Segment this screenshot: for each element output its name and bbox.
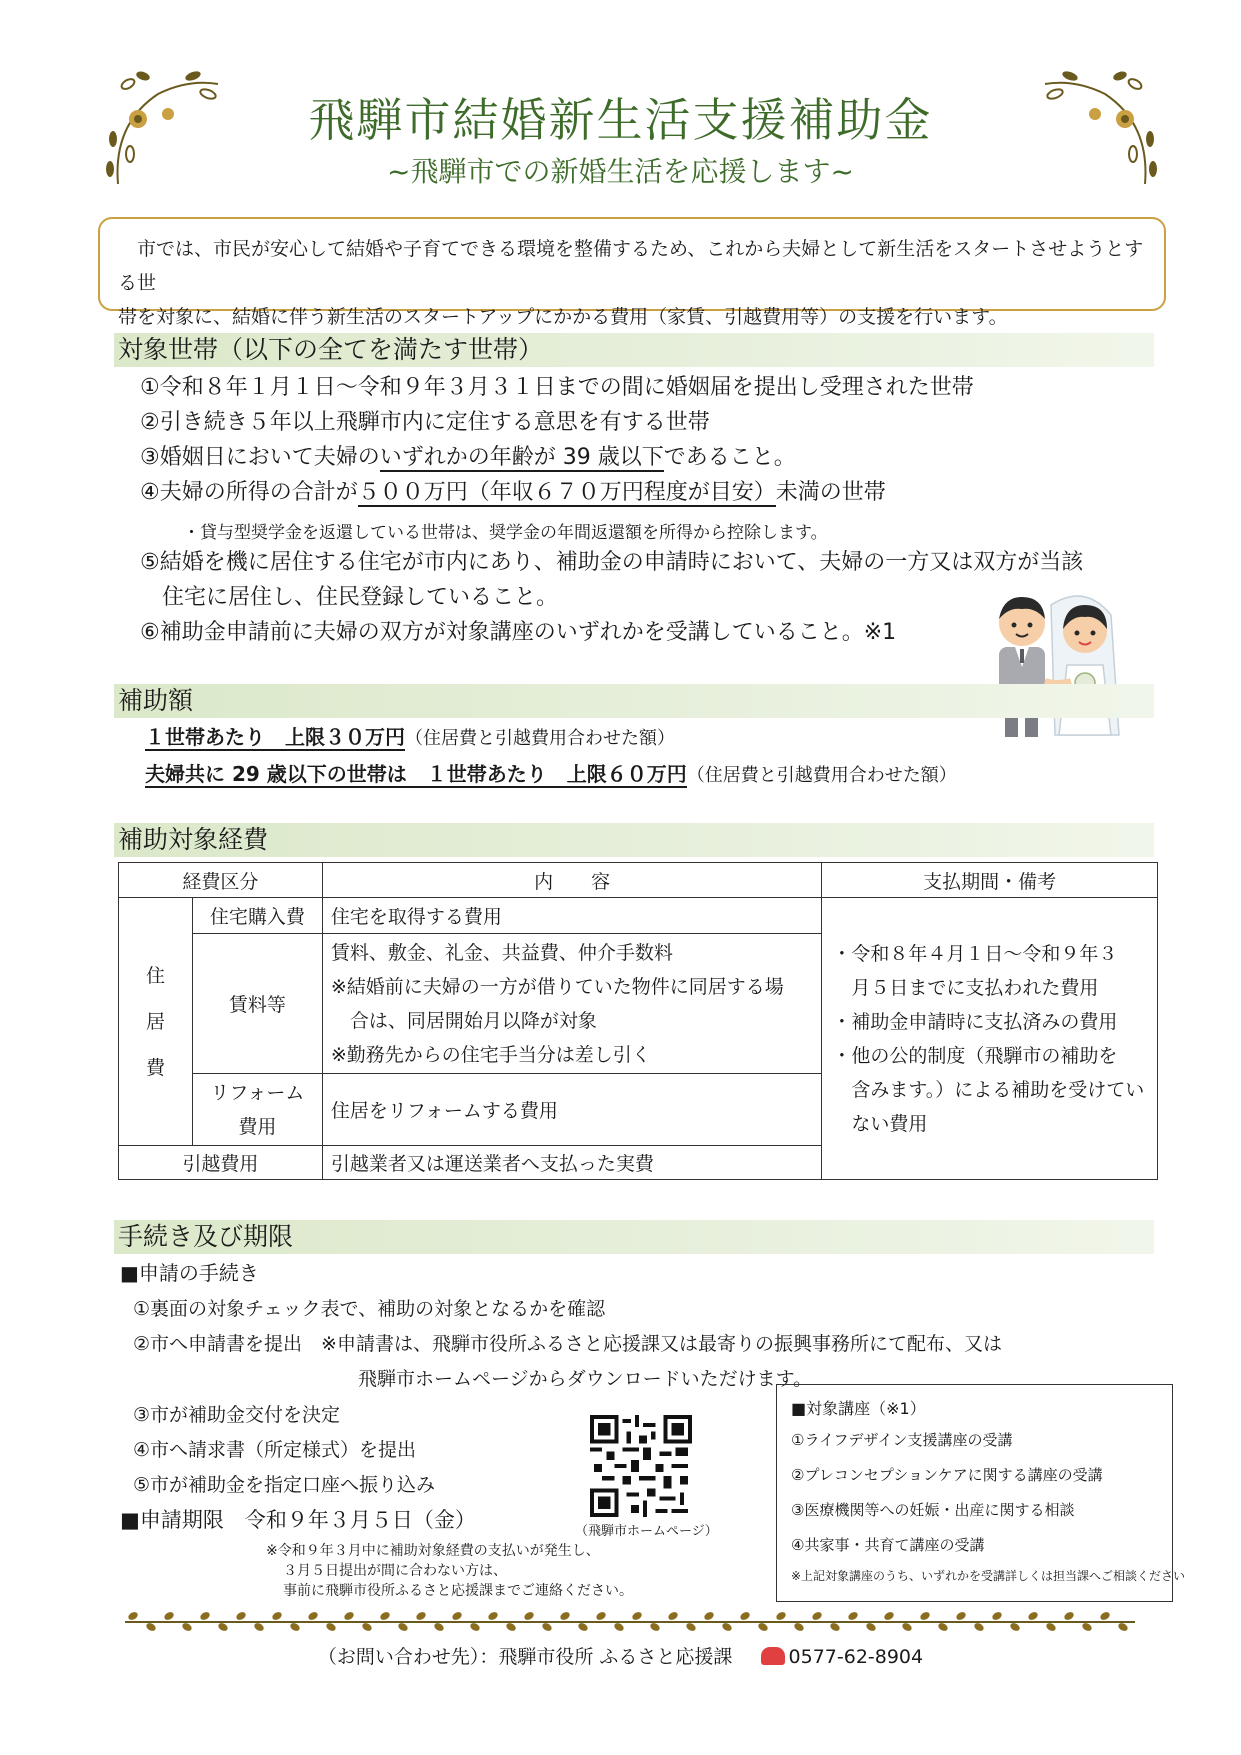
eligibility-item-6: ⑥補助金申請前に夫婦の双方が対象講座のいずれかを受講していること。※1 <box>140 620 897 645</box>
eligibility-item-3-post: であること。 <box>663 445 796 470</box>
period-note-3: ・補助金申請時に支払済みの費用 <box>832 1010 1118 1033</box>
vine-leaf <box>613 1621 625 1632</box>
expenses-table <box>118 862 1158 1180</box>
eligibility-item-4-post: 未満の世帯 <box>775 480 886 505</box>
deadline-note-1: ※令和９年３月中に補助対象経費の支払いが発生し、 <box>266 1543 600 1559</box>
row-reform-name-2: 費用 <box>238 1115 277 1138</box>
intro-line-2: 帯を対象に、結婚に伴う新生活のスタートアップにかかる費用（家賃、引越費用等）の支援を行います。 <box>118 306 1008 328</box>
vine-leaf <box>811 1610 823 1621</box>
vine-leaf <box>577 1621 589 1632</box>
eligibility-item-5b: 住宅に居住し、住民登録していること。 <box>162 585 559 610</box>
amount-line-1-value: １世帯あたり 上限３０万円 <box>145 725 405 749</box>
row-purchase-desc: 住宅を取得する費用 <box>322 898 821 934</box>
vine-leaf <box>433 1621 445 1632</box>
row-rent-desc-4: ※勤務先からの住宅手当分は差し引く <box>330 1043 651 1066</box>
procedure-heading: 手続き及び期限 <box>114 1220 1154 1254</box>
vine-leaf <box>1081 1621 1093 1632</box>
vine-leaf <box>973 1621 985 1632</box>
deadline-note-2: ３月５日提出が間に合わない方は、 <box>283 1563 507 1579</box>
amount-line-2-value: 夫婦共に 29 歳以下の世帯は １世帯あたり 上限６０万円 <box>145 762 687 786</box>
vine-leaf <box>199 1610 211 1621</box>
intro-line-1: 市では、市民が安心して結婚や子育てできる環境を整備するため、これから夫婦として新生活をスタートさせようとする世 <box>118 238 1144 294</box>
course-item-4: ④共家事・共育て講座の受講 <box>791 1536 985 1554</box>
housing-group-char-3: 費 <box>145 1056 165 1079</box>
vine-leaf <box>487 1610 499 1621</box>
row-rent-desc-2: ※結婚前に夫婦の一方が借りていた物件に同居する場 <box>330 975 784 998</box>
vine-leaf <box>361 1621 373 1632</box>
application-deadline: ■申請期限 令和９年３月５日（金） <box>120 1508 476 1532</box>
page-subtitle: ~飛騨市での新婚生活を応援します~ <box>387 155 854 188</box>
qr-caption: （飛騨市ホームページ） <box>575 1524 718 1539</box>
vine-leaf <box>541 1621 553 1632</box>
vine-leaf <box>181 1621 193 1632</box>
housing-group-char-2: 居 <box>145 1010 165 1033</box>
vine-divider <box>125 1608 1135 1634</box>
course-item-2: ②プレコンセプションケアに関する講座の受講 <box>791 1466 1103 1484</box>
procedure-step-2-cont: 飛騨市ホームページからダウンロードいただけます。 <box>358 1368 813 1390</box>
qr-code[interactable] <box>590 1415 692 1517</box>
vine-leaf <box>847 1610 859 1621</box>
eligibility-item-1: ①令和８年１月１日～令和９年３月３１日までの間に婚姻届を提出し受理された世帯 <box>140 375 974 400</box>
expenses-header-row <box>119 863 1158 898</box>
vine-leaf <box>469 1621 481 1632</box>
vine-leaf <box>649 1621 661 1632</box>
housing-group-cell <box>119 898 193 1146</box>
vine-leaf <box>307 1610 319 1621</box>
amount-line-1-note: （住居費と引越費用合わせた額） <box>405 728 675 749</box>
course-item-1: ①ライフデザイン支援講座の受講 <box>791 1431 1013 1449</box>
vine-leaf <box>865 1621 877 1632</box>
vine-leaf <box>559 1610 571 1621</box>
vine-leaf <box>685 1621 697 1632</box>
vine-leaf <box>595 1610 607 1621</box>
vine-leaf <box>793 1621 805 1632</box>
eligibility-item-5a: ⑤結婚を機に居住する住宅が市内にあり、補助金の申請時において、夫婦の一方又は双方が当該 <box>140 550 1084 575</box>
vine-leaf <box>1099 1610 1111 1621</box>
procedure-step-5: ⑤市が補助金を指定口座へ振り込み <box>133 1474 436 1496</box>
vine-leaf <box>667 1610 679 1621</box>
vine-leaf <box>937 1621 949 1632</box>
vine-leaf <box>739 1610 751 1621</box>
contact-phone[interactable]: 0577-62-8904 <box>788 1646 924 1668</box>
vine-leaf <box>217 1621 229 1632</box>
vine-leaf <box>1027 1610 1039 1621</box>
procedure-step-1: ①裏面の対象チェック表で、補助の対象となるかを確認 <box>133 1298 606 1320</box>
vine-leaf <box>1045 1621 1057 1632</box>
procedure-step-3: ③市が補助金交付を決定 <box>133 1404 341 1426</box>
expenses-heading: 補助対象経費 <box>114 823 1154 857</box>
eligibility-item-2: ②引き続き５年以上飛騨市内に定住する意思を有する世帯 <box>140 410 710 435</box>
phone-icon <box>761 1647 785 1665</box>
row-purchase-name: 住宅購入費 <box>192 898 322 934</box>
period-note-6: ない費用 <box>832 1112 928 1135</box>
contact-info <box>0 1642 1241 1669</box>
expenses-col-category: 経費区分 <box>119 863 323 898</box>
vine-leaf <box>163 1610 175 1621</box>
row-reform-name <box>192 1074 322 1146</box>
vine-leaf <box>379 1610 391 1621</box>
page-title: 飛騨市結婚新生活支援補助金 <box>308 93 933 147</box>
course-item-3: ③医療機関等への妊娠・出産に関する相談 <box>791 1501 1075 1519</box>
row-reform-name-1: リフォーム <box>210 1081 305 1104</box>
row-rent-desc <box>322 934 821 1074</box>
expenses-col-period: 支払期間・備考 <box>822 863 1158 898</box>
procedure-step-2: ②市へ申請書を提出 ※申請書は、飛騨市役所ふるさと応援課又は最寄りの振興事務所にて配布、又は <box>133 1333 1002 1355</box>
amount-line-2 <box>145 759 957 791</box>
vine-leaf <box>415 1610 427 1621</box>
vine-leaf <box>253 1621 265 1632</box>
vine-leaf <box>883 1610 895 1621</box>
vine-leaf <box>703 1610 715 1621</box>
vine-leaf <box>991 1610 1003 1621</box>
vine-leaf <box>397 1621 409 1632</box>
eligibility-item-4 <box>140 478 886 508</box>
vine-leaf <box>631 1610 643 1621</box>
eligibility-item-4-pre: ④夫婦の所得の合計が <box>140 480 358 505</box>
vine-leaf <box>451 1610 463 1621</box>
eligibility-heading: 対象世帯（以下の全てを満たす世帯） <box>114 333 1154 367</box>
vine-leaf <box>901 1621 913 1632</box>
courses-note: ※上記対象講座のうち、いずれかを受講詳しくは担当課へご相談ください <box>791 1569 1186 1583</box>
vine-leaf <box>505 1621 517 1632</box>
vine-leaf <box>271 1610 283 1621</box>
procedure-subheading: ■申請の手続き <box>120 1261 259 1285</box>
eligibility-item-4-income: ５００万円（年収６７０万円程度が目安） <box>357 480 776 505</box>
vine-leaf <box>1063 1610 1075 1621</box>
row-rent-name: 賃料等 <box>192 934 322 1074</box>
vine-leaf <box>955 1610 967 1621</box>
row-rent-desc-3: 合は、同居開始月以降が対象 <box>330 1009 597 1032</box>
period-note-1: ・令和８年４月１日～令和９年３ <box>832 942 1118 965</box>
eligibility-item-3-age: いずれかの年齢が 39 歳以下 <box>379 445 664 470</box>
eligibility-item-4-note: ・貸与型奨学金を返還している世帯は、奨学金の年間返還額を所得から控除します。 <box>183 523 828 543</box>
intro-box <box>98 217 1166 328</box>
table-row <box>119 898 1158 934</box>
vine-leaf <box>1009 1621 1021 1632</box>
amount-line-2-note: （住居費と引越費用合わせた額） <box>686 765 957 786</box>
amount-line-1 <box>145 722 675 754</box>
deadline-note-3: 事前に飛騨市役所ふるさと応援課までご連絡ください。 <box>283 1583 633 1599</box>
vine-leaf <box>145 1621 157 1632</box>
period-note-2: 月５日までに支払われた費用 <box>832 976 1099 999</box>
procedure-step-4: ④市へ請求書（所定様式）を提出 <box>133 1439 417 1461</box>
period-note-4: ・他の公的制度（飛騨市の補助を <box>832 1044 1118 1067</box>
row-reform-desc: 住居をリフォームする費用 <box>322 1074 821 1146</box>
target-courses-box <box>776 1384 1186 1602</box>
period-note-5: 含みます。）による補助を受けてい <box>832 1078 1145 1101</box>
vine-leaf <box>829 1621 841 1632</box>
amount-heading: 補助額 <box>114 684 1154 718</box>
vine-leaf <box>523 1610 535 1621</box>
row-moving-desc: 引越業者又は運送業者へ支払った実費 <box>322 1146 821 1180</box>
expenses-col-content: 内 容 <box>322 863 821 898</box>
vine-leaf <box>325 1621 337 1632</box>
period-notes-cell <box>822 898 1158 1180</box>
vine-leaf <box>721 1621 733 1632</box>
row-moving-name: 引越費用 <box>119 1146 323 1180</box>
contact-label: （お問い合わせ先）：飛騨市役所 ふるさと応援課 <box>317 1646 733 1668</box>
housing-group-char-1: 住 <box>145 964 165 987</box>
courses-title: ■対象講座（※1） <box>791 1399 926 1418</box>
vine-leaf <box>775 1610 787 1621</box>
eligibility-item-3-pre: ③婚姻日において夫婦の <box>140 445 380 470</box>
vine-leaf <box>235 1610 247 1621</box>
vine-leaf <box>757 1621 769 1632</box>
vine-leaf <box>289 1621 301 1632</box>
eligibility-item-3 <box>140 443 796 473</box>
row-rent-desc-1: 賃料、敷金、礼金、共益費、仲介手数料 <box>330 941 673 964</box>
vine-leaf <box>343 1610 355 1621</box>
vine-leaf <box>1117 1621 1129 1632</box>
vine-leaf <box>127 1610 139 1621</box>
vine-leaf <box>919 1610 931 1621</box>
